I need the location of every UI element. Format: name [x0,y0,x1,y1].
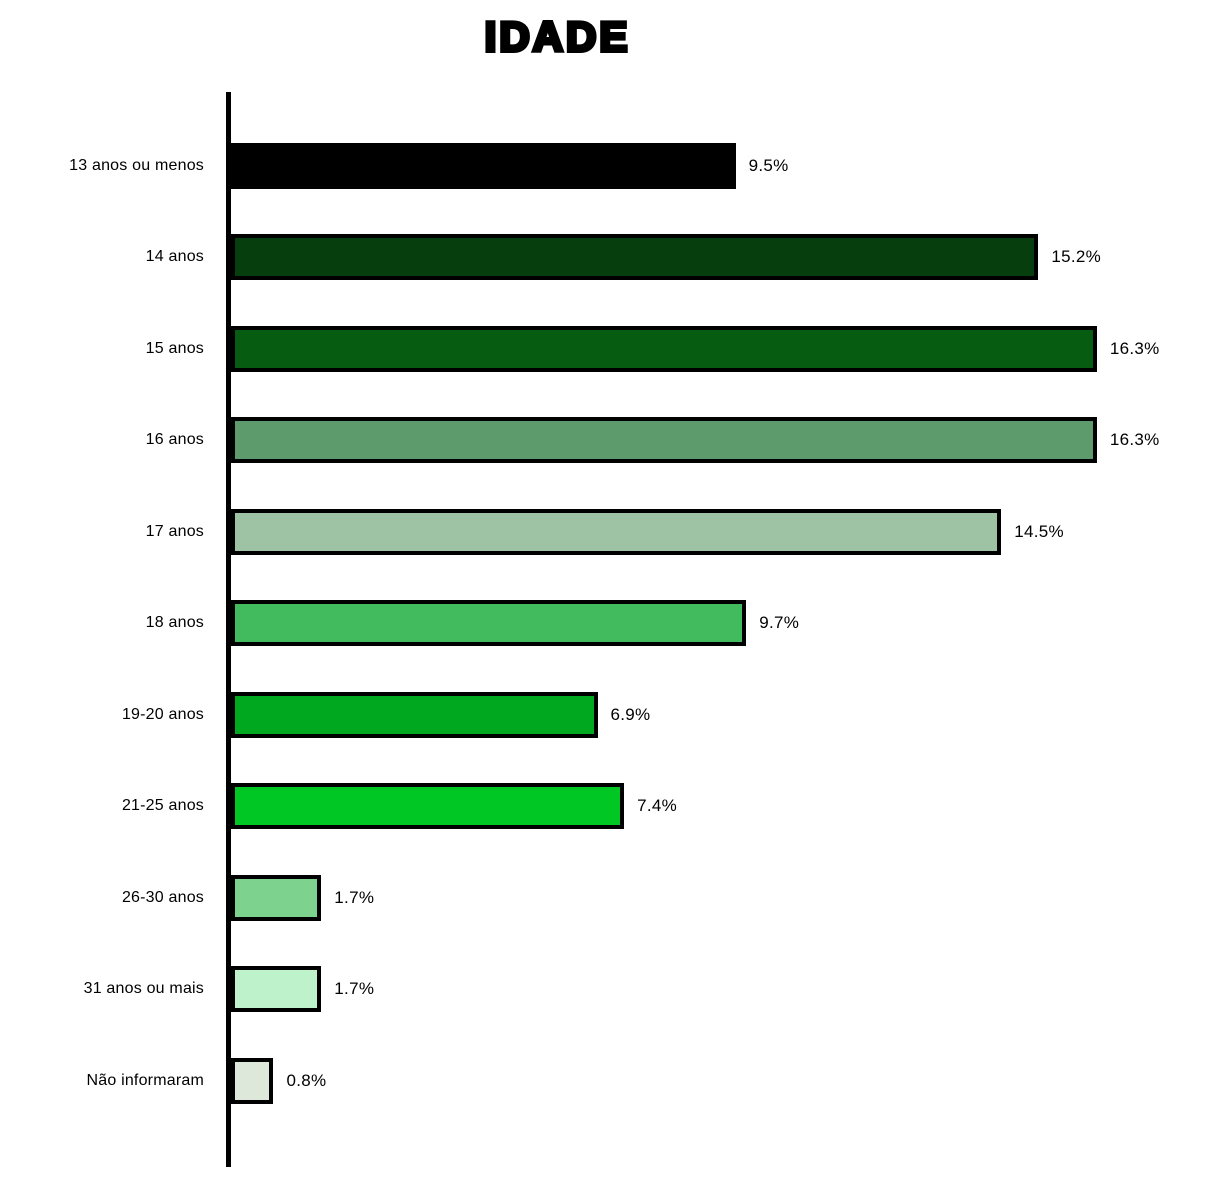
category-label: 18 anos [145,614,204,632]
value-label: 15.2% [1051,247,1102,267]
category-label: 13 anos ou menos [69,156,204,174]
bar [231,326,1097,372]
value-label: 14.5% [1014,521,1064,541]
bar-area [231,417,1219,463]
category-label: 15 anos [145,339,204,357]
category-label: Não informaram [86,1071,204,1089]
category-label: 17 anos [145,522,204,540]
bar-row [0,212,1219,304]
bar-area [231,1058,1219,1104]
value-label: 1.7% [334,887,375,907]
bar [231,783,624,829]
category-label: 21-25 anos [121,797,204,815]
category-label: 31 anos ou mais [83,980,204,998]
bar-area [231,509,1219,555]
value-label: 16.3% [1109,338,1160,358]
value-label: 7.4% [637,796,678,816]
bar [231,143,736,189]
value-label: 9.7% [759,613,800,633]
chart-header [0,0,1115,60]
bar-area [231,234,1219,280]
bar-area [231,875,1219,921]
bar-row [0,303,1219,395]
bar-area [231,783,1219,829]
value-label: 9.5% [748,155,789,175]
bar-area [231,326,1219,372]
category-label: 26-30 anos [121,888,204,906]
bar-row [0,578,1219,670]
bar-row [0,852,1219,944]
bar-area [231,143,1219,189]
bar-row [0,669,1219,761]
bar-area [231,600,1219,646]
bar-area [231,966,1219,1012]
bar-row [0,486,1219,578]
bar-row [0,1035,1219,1127]
bar [231,600,746,646]
bar-row [0,395,1219,487]
bar [231,1058,273,1104]
bar [231,417,1097,463]
category-label: 14 anos [145,248,204,266]
bar-row [0,761,1219,853]
category-label: 19-20 anos [121,705,204,723]
chart-title: IDADE [484,13,631,60]
value-label: 1.7% [334,979,375,999]
bar-row [0,944,1219,1036]
bar-chart [0,92,1219,1167]
bar [231,875,321,921]
value-label: 16.3% [1109,430,1160,450]
bar [231,234,1038,280]
bar [231,509,1001,555]
bar-rows-container [0,120,1219,1127]
bar [231,692,598,738]
bar [231,966,321,1012]
category-label: 16 anos [145,431,204,449]
value-label: 6.9% [610,704,651,724]
value-label: 0.8% [286,1070,327,1090]
bar-area [231,692,1219,738]
bar-row [0,120,1219,212]
